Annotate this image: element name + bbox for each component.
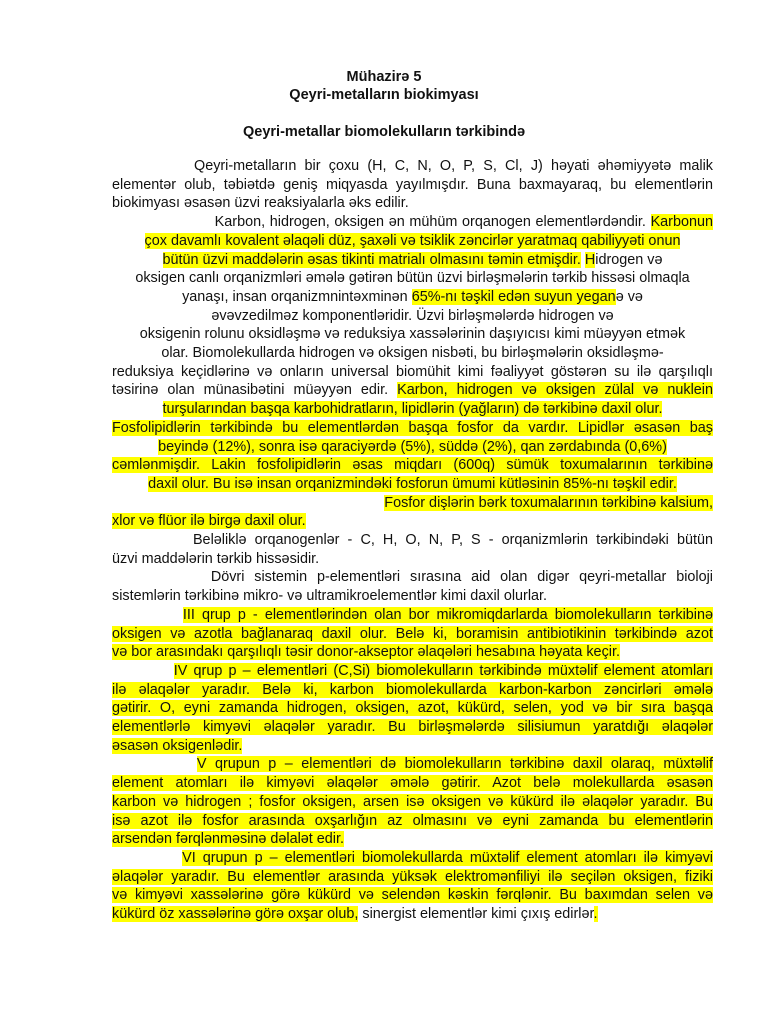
highlighted-text: cəmlənmişdir. (112, 457, 200, 474)
highlighted-text: isə azot ilə fosfor arasında oxşarlığın az olmasını və eyni zamanda bu elementlərin (112, 812, 713, 829)
highlighted-text: ilə əlaqələr yaradır. Belə ki, karbon biomolekullarda karbon-karbon zəncirləri əmələ (112, 681, 713, 698)
text-line (112, 400, 713, 419)
text-segment: Karbon, hidrogen, oksigen ən mühüm orqanogen elementlərdəndir. (112, 214, 651, 231)
text-segment (112, 663, 174, 679)
highlighted-text: Fosfor dişlərin bərk toxumalarının tərkibinə kalsium, (384, 494, 713, 511)
text-line (112, 251, 713, 270)
text-line (112, 681, 713, 700)
text-line (112, 643, 713, 662)
highlighted-text: VI qrupun p – elementləri biomolekullarda müxtəlif element atomları ilə kimyəvi (182, 849, 713, 866)
text-line (112, 269, 713, 288)
highlighted-text: Karbonun (650, 214, 713, 231)
text-line (112, 830, 713, 849)
text-line (112, 325, 713, 344)
text-segment: idrogen və (595, 251, 663, 268)
text-line (112, 793, 713, 812)
highlighted-text: xlor və flüor ilə birgə daxil olur. (112, 513, 306, 530)
highlighted-text: və bor arasındakı qarşılıqlı təsir donor-akseptor əlaqələri hesabına həyata keçir. (112, 644, 620, 661)
text-line (112, 718, 713, 737)
text-line (112, 662, 713, 681)
text-segment: yanaşı, insan orqanizmnintəxminən (182, 288, 412, 305)
text-line (112, 737, 713, 756)
text-segment (112, 850, 182, 866)
text-line (112, 868, 713, 887)
text-line (112, 194, 713, 213)
highlighted-text: kükürd öz xassələrinə görə oxşar olub, (112, 906, 359, 922)
highlighted-text: Karbon, hidrogen və oksigen zülal və nuklein (397, 382, 713, 399)
text-line (112, 568, 713, 587)
text-line (112, 419, 713, 438)
highlighted-text: Lakin fosfolipidlərin əsas miqdarı (600q) sümük toxumalarının tərkibinə (199, 457, 713, 474)
text-line (112, 381, 713, 400)
highlighted-text: . (593, 906, 598, 922)
highlighted-text: V qrupun p – elementləri də biomolekulların tərkibinə daxil olaraq, müxtəlif (196, 756, 713, 773)
highlighted-text: gətirir. O, eyni zamanda hidrogen, oksigen, azot, kükürd, selen, yod və bir sıra başqa (112, 700, 713, 717)
text-line (112, 288, 713, 307)
text-line (112, 531, 713, 550)
text-segment: sinergist elementlər kimi çıxış edirlər (358, 906, 594, 922)
text-line (112, 849, 713, 868)
highlighted-text: və kimyəvi xassələrinə görə kükürd və selendən kəskin fərqlənir. Bu baxımdan selen və (112, 887, 713, 904)
highlighted-text: turşularından başqa karbohidratların, lipidlərin (yağların) də tərkibinə daxil olur. (162, 401, 663, 418)
text-segment: Dövri sistemin p-elementləri sırasına aid olan digər qeyri-metallar bioloji (112, 569, 713, 586)
text-line (112, 699, 713, 718)
highlighted-text: H (584, 251, 596, 268)
highlighted-text: Fosfolipidlərin tərkibində bu elementlərdən başqa fosfor da vardır. Lipidlər əsasən baş (112, 419, 713, 436)
text-segment: əvəvzedilməz komponentləridir. Üzvi birləşmələrdə hidrogen və (211, 307, 614, 324)
text-line (112, 755, 713, 774)
lecture-number: Mühazirə 5 (346, 69, 422, 85)
text-line (112, 176, 713, 195)
text-segment: elementər olub, təbiətdə geniş miqyasda yayılmışdır. Buna baxmayaraq, bu elementlərin (112, 176, 713, 193)
highlighted-text: çox davamlı kovalent əlaqəli düz, şaxəli və tsiklik zəncirlər yaratmaq qabiliyyəti onun (144, 232, 681, 249)
text-segment: oksigen canlı orqanizmləri əmələ gətirən bütün üzvi birləşmələrin tərkib hissəsi olmaqla (135, 270, 690, 287)
text-line (112, 344, 713, 363)
text-line (112, 625, 713, 644)
text-line (112, 475, 713, 494)
section-heading: Qeyri-metallar biomolekulların tərkibində (242, 124, 526, 140)
text-line (112, 157, 713, 176)
highlighted-text: beyində (12%), sonra isə qaraciyərdə (5%), süddə (2%), qan zərdabında (0,6%) (158, 438, 667, 455)
text-segment: reduksiya keçidlərinə və onların universal biomühit kimi fəaliyyət göstərən su ilə qarşılıqlı (112, 363, 713, 380)
text-line (112, 494, 713, 513)
highlighted-text: element atomları ilə kimyəvi əlaqələr əmələ gətirir. Azot belə molekullarda əsasən (112, 775, 713, 792)
text-line (112, 363, 713, 382)
text-line (112, 307, 713, 326)
text-line (112, 812, 713, 831)
text-segment: üzvi maddələrin tərkib hissəsidir. (112, 550, 320, 567)
document-title: Qeyri-metalların biokimyası (289, 87, 479, 103)
text-line (112, 886, 713, 905)
text-line (112, 438, 713, 457)
highlighted-text: oksigen və azotla bağlanaraq daxil olur. Belə ki, boramisin antibiotikinin tərkibində azot (112, 625, 713, 642)
text-segment: sistemlərin tərkibinə mikro- və ultramikroelementlər kimi daxil olurlar. (112, 588, 548, 605)
text-segment: oksigenin rolunu oksidləşmə və reduksiya xassələrinin daşıyıcısı kimi müəyyən etmək (139, 326, 686, 343)
highlighted-text: əsasən oksigenlədir. (112, 737, 243, 754)
text-segment: Beləliklə orqanogenlər - C, H, O, N, P, S - orqanizmlərin tərkibindəki bütün (112, 532, 713, 548)
text-segment: Qeyri-metalların bir çoxu (H, C, N, O, P, S, Cl, J) həyati əhəmiyyətə malik (112, 158, 713, 174)
highlighted-text: əlaqələr yaradır. Bu elementlər arasında yüksək elektromənfiliyi ilə seçilən oksigen, fiziki (112, 868, 713, 885)
text-line (112, 213, 713, 232)
highlighted-text: elementlərlə kimyəvi əlaqələr yaradır. Bu birləşmələrdə silisiumun yaratdığı əlaqələr (112, 719, 713, 735)
text-segment (112, 607, 183, 623)
text-line (112, 456, 713, 475)
highlighted-text: 65%-nı təşkil edən suyun yegan (411, 288, 616, 305)
highlighted-text: daxil olur. Bu isə insan orqanizmindəki fosforun ümumi kütləsinin 85%-nı təşkil edir. (148, 475, 677, 492)
text-segment (112, 756, 197, 772)
text-line (112, 774, 713, 793)
text-line (112, 512, 713, 531)
text-line (112, 587, 713, 606)
highlighted-text: bütün üzvi maddələrin əsas tikinti matrialı olmasını təmin etmişdir. (162, 251, 581, 268)
text-line (112, 550, 713, 569)
highlighted-text: III qrup p - elementlərindən olan bor mikromiqdarlarda biomolekulların tərkibinə (182, 606, 713, 623)
text-segment: ə və (615, 288, 643, 305)
highlighted-text: karbon və hidrogen ; fosfor oksigen, arsen isə oksigen və kükürd ilə əlaqələr yaradır. Bu (112, 793, 713, 810)
highlighted-text: arsendən fərqlənməsinə dəlalət edir. (112, 831, 344, 848)
highlighted-text: IV qrup p – elementləri (C,Si) biomolekulların tərkibində müxtəlif element atomları (173, 662, 713, 679)
text-line (112, 606, 713, 625)
text-segment: təsirinə olan münasibətini müəyyən edir. (112, 382, 398, 399)
text-line (112, 232, 713, 251)
text-segment: biokimyası əsasən üzvi reaksiyalarla əks edilir. (112, 195, 409, 212)
text-segment: olar. Biomolekullarda hidrogen və oksigen nisbəti, bu birləşmələrin oksidləşmə- (161, 345, 664, 361)
text-line (112, 905, 713, 924)
